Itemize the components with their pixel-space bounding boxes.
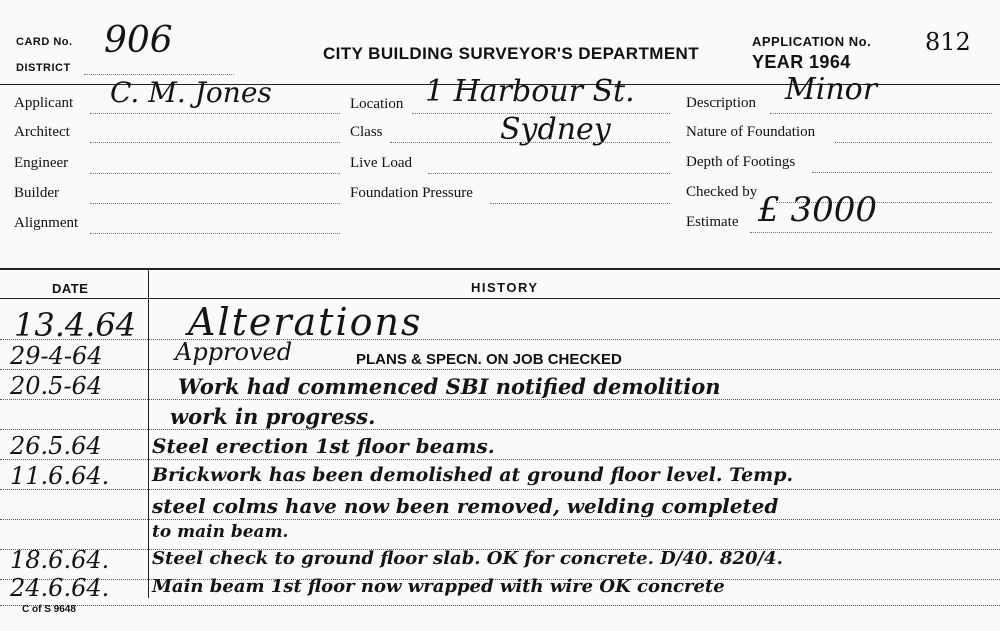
district-label: DISTRICT <box>16 62 71 74</box>
applicant-label: Applicant <box>14 95 74 111</box>
estimate-line <box>750 232 992 233</box>
history-header: HISTORY <box>471 280 539 295</box>
history-entry: Approved <box>175 338 293 366</box>
description-label: Description <box>686 95 756 111</box>
history-entry: Brickwork has been demolished at ground floor level. Temp. <box>152 464 794 486</box>
district-line <box>84 74 234 75</box>
architect-label: Architect <box>14 124 70 140</box>
date-header: DATE <box>52 281 89 296</box>
builder-label: Builder <box>14 185 59 201</box>
class-label: Class <box>350 124 383 140</box>
history-date: 18.6.64. <box>10 546 110 574</box>
year-label: YEAR 1964 <box>752 52 851 72</box>
location-value-line1: 1 Harbour St. <box>425 74 635 109</box>
history-entry: Steel erection 1st floor beams. <box>152 434 495 458</box>
architect-line <box>90 142 340 143</box>
nature-of-foundation-label: Nature of Foundation <box>686 124 816 140</box>
location-label: Location <box>350 96 404 112</box>
location-line <box>412 113 670 114</box>
engineer-line <box>90 173 340 174</box>
nature-line <box>835 142 992 143</box>
class-line <box>390 142 670 143</box>
description-value: Minor <box>785 72 878 107</box>
history-entry: Main beam 1st floor now wrapped with wire OK concrete <box>152 576 725 597</box>
history-date: 24.6.64. <box>10 574 110 602</box>
history-entry: Steel check to ground floor slab. OK for concrete. D/40. 820/4. <box>152 548 783 569</box>
department-title: CITY BUILDING SURVEYOR'S DEPARTMENT <box>323 44 700 63</box>
history-date: 20.5-64 <box>10 372 103 400</box>
history-date: 11.6.64. <box>10 462 110 490</box>
history-entry: Work had commenced SBI notified demolition <box>178 374 721 399</box>
application-label: APPLICATION No. <box>752 34 872 49</box>
applicant-line <box>90 113 340 114</box>
estimate-value: £ 3000 <box>758 190 877 230</box>
foundation-pressure-label: Foundation Pressure <box>350 185 473 201</box>
live-load-label: Live Load <box>350 155 413 171</box>
history-entry: work in progress. <box>170 404 376 429</box>
history-header-rule <box>0 298 1000 299</box>
history-entry: steel colms have now been removed, welding completed <box>152 494 779 518</box>
card-no-value: 906 <box>104 20 173 61</box>
estimate-label: Estimate <box>686 214 739 230</box>
live-load-line <box>428 173 670 174</box>
checked-by-label: Checked by <box>686 184 758 200</box>
history-entry: to main beam. <box>152 522 289 542</box>
depth-of-footings-label: Depth of Footings <box>686 154 796 170</box>
alignment-label: Alignment <box>14 215 79 231</box>
application-number: 812 <box>925 28 971 56</box>
foundation-pressure-line <box>490 203 670 204</box>
history-top-rule <box>0 268 1000 270</box>
description-line <box>770 113 992 114</box>
engineer-label: Engineer <box>14 155 69 171</box>
depth-line <box>812 172 992 173</box>
location-value-line2: Sydney <box>500 112 611 147</box>
history-date: 29-4-64 <box>10 342 103 370</box>
builder-line <box>90 203 340 204</box>
form-number: C of S 9648 <box>22 604 76 615</box>
card-no-label: CARD No. <box>16 36 73 48</box>
applicant-value: C. M. Jones <box>110 76 272 109</box>
history-entry: Alterations <box>188 300 423 344</box>
history-date: 13.4.64 <box>14 306 137 344</box>
history-date: 26.5.64 <box>10 432 102 460</box>
plans-checked-stamp: PLANS & SPECN. ON JOB CHECKED <box>356 351 622 368</box>
alignment-line <box>90 233 340 234</box>
